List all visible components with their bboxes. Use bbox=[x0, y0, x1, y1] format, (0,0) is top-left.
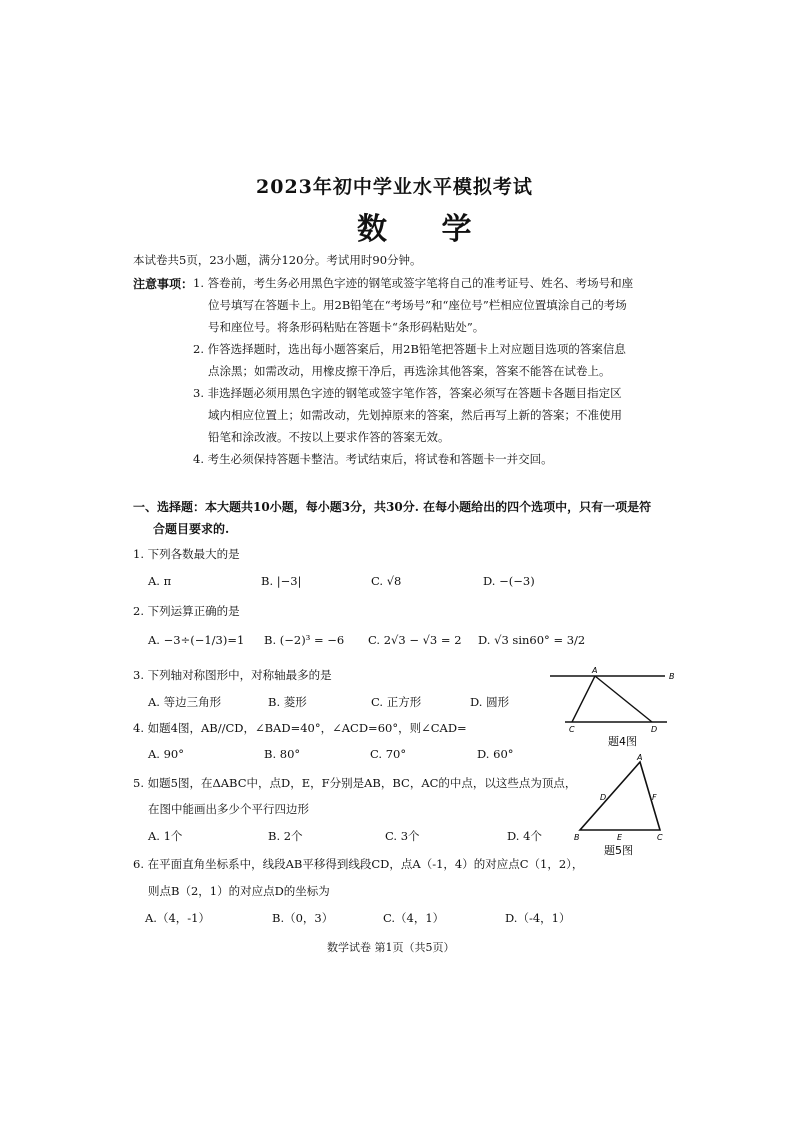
notice-label: 注意事项： bbox=[133, 277, 194, 291]
fig5-label-b: B bbox=[574, 833, 580, 842]
fig5-label-f: F bbox=[652, 793, 657, 802]
q3-option-c: C. 正方形 bbox=[371, 695, 422, 709]
fig4-label-d: D bbox=[651, 725, 658, 734]
segment-ad bbox=[595, 676, 652, 722]
triangle-abc bbox=[580, 762, 660, 830]
exam-title: 2023年初中学业水平模拟考试 bbox=[256, 176, 533, 198]
notice-3-line-3: 铅笔和涂改液。不按以上要求作答的答案无效。 bbox=[208, 430, 450, 444]
notice-1-line-2: 位号填写在答题卡上。用2B铅笔在“考场号”和“座位号”栏相应位置填涂自己的考场 bbox=[208, 298, 627, 312]
q6-option-c: C.（4，1） bbox=[383, 911, 445, 925]
q5-option-b: B. 2个 bbox=[268, 829, 303, 843]
q3-option-a: A. 等边三角形 bbox=[148, 695, 222, 709]
q6-stem-line-2: 则点B（2，1）的对应点D的坐标为 bbox=[148, 884, 330, 898]
q4-option-c: C. 70° bbox=[370, 747, 407, 761]
section-heading-cont: 合题目要求的. bbox=[153, 522, 230, 536]
fig5-label-d: D bbox=[600, 793, 607, 802]
fig5-label-c: C bbox=[657, 833, 663, 842]
fig4-caption: 题4图 bbox=[608, 735, 637, 748]
notice-3-line-2: 域内相应位置上；如需改动，先划掉原来的答案，然后再写上新的答案；不准使用 bbox=[208, 408, 622, 422]
notice-4-line-1: 4. 考生必须保持答题卡整洁。考试结束后，将试卷和答题卡一并交回。 bbox=[193, 452, 553, 466]
q5-option-c: C. 3个 bbox=[385, 829, 420, 843]
q2-option-a: A. −3÷(−1/3)=1 bbox=[148, 633, 245, 647]
q5-stem-line-1: 5. 如题5图，在ΔABC中，点D，E，F分别是AB，BC，AC的中点，以这些点为顶点， bbox=[133, 776, 577, 790]
q1-stem: 1. 下列各数最大的是 bbox=[133, 547, 240, 561]
fig4-label-c: C bbox=[569, 725, 575, 734]
q2-option-d: D. √3 sin60° = 3/2 bbox=[478, 633, 586, 647]
q6-option-b: B.（0，3） bbox=[272, 911, 334, 925]
q1-option-b: B. |−3| bbox=[261, 574, 302, 588]
exam-intro: 本试卷共5页，23小题，满分120分。考试用时90分钟。 bbox=[133, 253, 422, 267]
q2-stem: 2. 下列运算正确的是 bbox=[133, 604, 240, 618]
notice-1-line-3: 号和座位号。将条形码粘贴在答题卡“条形码粘贴处”。 bbox=[208, 320, 485, 334]
q5-stem-line-2: 在图中能画出多少个平行四边形 bbox=[148, 802, 309, 816]
q1-option-c: C. √8 bbox=[371, 574, 402, 588]
notice-2-line-1: 2. 作答选择题时，选出每小题答案后，用2B铅笔把答题卡上对应题目选项的答案信息 bbox=[193, 342, 626, 356]
q1-option-a: A. π bbox=[148, 574, 172, 588]
page-footer: 数学试卷 第1页（共5页） bbox=[327, 941, 455, 954]
fig4-label-a: A bbox=[592, 666, 598, 675]
notice-1-line-1: 1. 答卷前，考生务必用黑色字迹的钢笔或签字笔将自己的准考证号、姓名、考场号和座 bbox=[193, 276, 634, 290]
notice-3-line-1: 3. 非选择题必须用黑色字迹的钢笔或签字笔作答，答案必须写在答题卡各题目指定区 bbox=[193, 386, 622, 400]
q5-option-a: A. 1个 bbox=[148, 829, 183, 843]
q6-option-d: D.（-4，1） bbox=[505, 911, 571, 925]
q3-stem: 3. 下列轴对称图形中，对称轴最多的是 bbox=[133, 668, 332, 682]
q6-stem-line-1: 6. 在平面直角坐标系中，线段AB平移得到线段CD，点A（-1，4）的对应点C（1，2）， bbox=[133, 857, 584, 871]
q2-option-b: B. (−2)³ = −6 bbox=[264, 633, 345, 647]
segment-ac bbox=[572, 676, 595, 722]
q4-option-d: D. 60° bbox=[477, 747, 514, 761]
q5-option-d: D. 4个 bbox=[507, 829, 542, 843]
fig5-caption: 题5图 bbox=[604, 844, 633, 857]
q4-option-a: A. 90° bbox=[148, 747, 184, 761]
q2-option-c: C. 2√3 − √3 = 2 bbox=[368, 633, 462, 647]
figure-4 bbox=[545, 664, 685, 748]
figure-5 bbox=[570, 752, 670, 860]
q4-option-b: B. 80° bbox=[264, 747, 301, 761]
q4-stem: 4. 如题4图，AB//CD，∠BAD=40°，∠ACD=60°，则∠CAD= bbox=[133, 721, 467, 735]
q1-option-d: D. −(−3) bbox=[483, 574, 535, 588]
fig4-label-b: B bbox=[669, 672, 675, 681]
fig5-label-a: A bbox=[637, 753, 643, 762]
subject-title: 数 学 bbox=[357, 212, 494, 247]
q3-option-d: D. 圆形 bbox=[470, 695, 510, 709]
q3-option-b: B. 菱形 bbox=[268, 695, 307, 709]
section-heading: 一、选择题：本大题共10小题，每小题3分，共30分. 在每小题给出的四个选项中，只有一项是符 bbox=[133, 500, 652, 514]
q6-option-a: A.（4，-1） bbox=[145, 911, 210, 925]
fig5-label-e: E bbox=[617, 833, 623, 842]
notice-2-line-2: 点涂黑；如需改动，用橡皮擦干净后，再选涂其他答案，答案不能答在试卷上。 bbox=[208, 364, 611, 378]
